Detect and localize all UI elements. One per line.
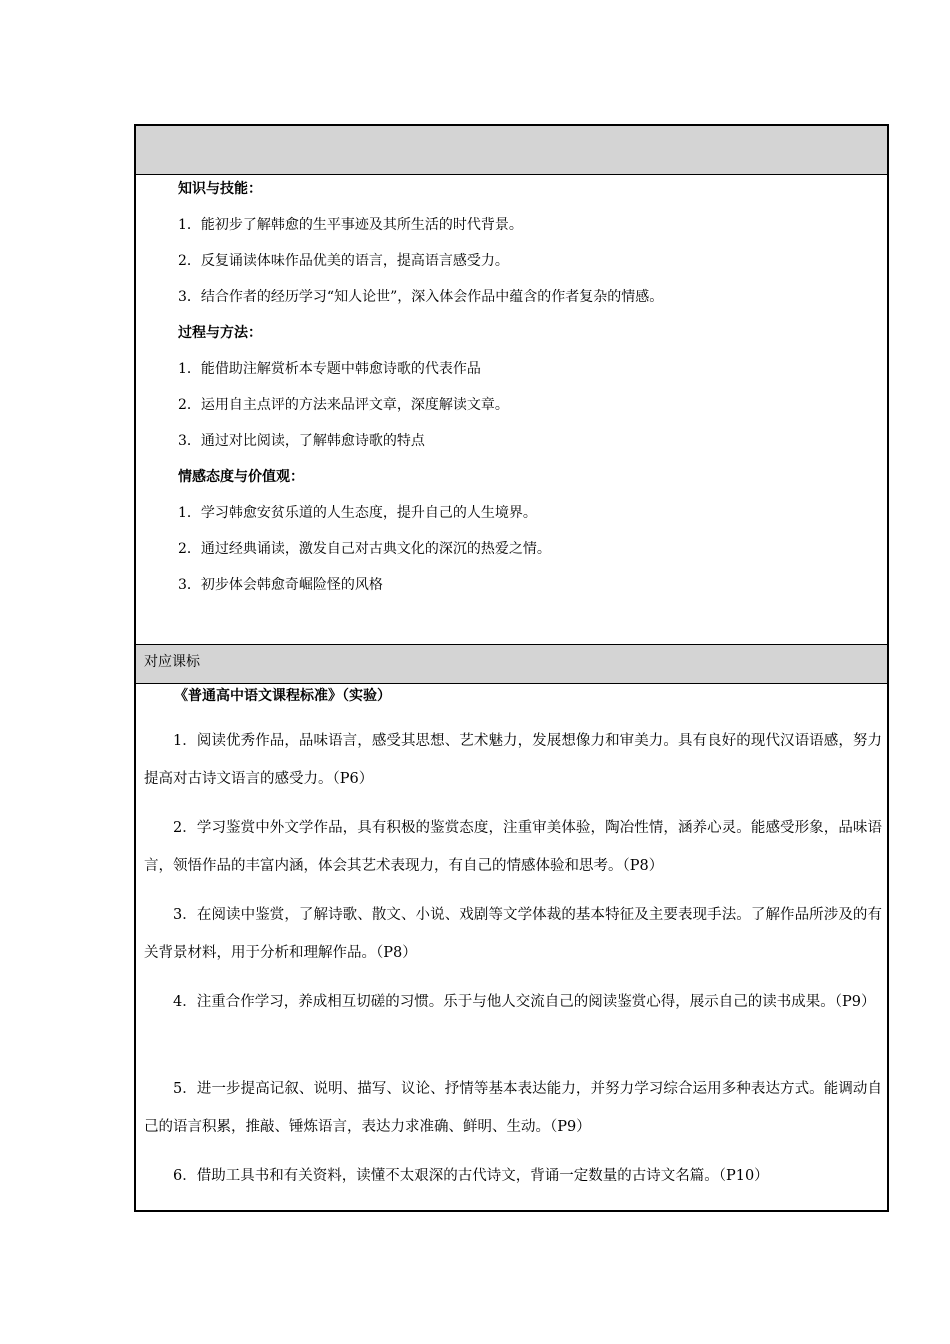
standard-paragraph: 2．学习鉴赏中外文学作品，具有积极的鉴赏态度，注重审美体验，陶冶性情，涵养心灵。能感受形象，品味语言，领悟作品的丰富内涵，体会其艺术表现力，有自己的情感体验和思考。（P8）: [144, 820, 882, 874]
standards-header-label: 对应课标: [144, 654, 200, 670]
standard-paragraph: 3．在阅读中鉴赏，了解诗歌、散文、小说、戏剧等文学体裁的基本特征及主要表现手法。了解作品所涉及的有关背景材料，用于分析和理解作品。（P8）: [144, 907, 882, 961]
objective-item: 3．通过对比阅读，了解韩愈诗歌的特点: [178, 433, 425, 449]
objective-item: 3．结合作者的经历学习“知人论世”，深入体会作品中蕴含的作者复杂的情感。: [178, 289, 664, 305]
objectives-cell: [136, 175, 887, 644]
standards-cell: [136, 684, 887, 1210]
standard-paragraph: 6．借助工具书和有关资料，读懂不太艰深的古代诗文，背诵一定数量的古诗文名篇。（P10）: [173, 1168, 769, 1184]
standard-paragraph: 5．进一步提高记叙、说明、描写、议论、抒情等基本表达能力，并努力学习综合运用多种表达方式。能调动自己的语言积累，推敲、锤炼语言，表达力求准确、鲜明、生动。（P9）: [144, 1081, 882, 1135]
objective-item: 1．能借助注解赏析本专题中韩愈诗歌的代表作品: [178, 361, 481, 377]
standard-paragraph: 4．注重合作学习，养成相互切磋的习惯。乐于与他人交流自己的阅读鉴赏心得，展示自己的读书成果。（P9）: [173, 994, 876, 1010]
objective-item: 1．能初步了解韩愈的生平事迹及其所生活的时代背景。: [178, 217, 523, 233]
objective-item: 2．反复诵读体味作品优美的语言，提高语言感受力。: [178, 253, 509, 269]
section-heading-knowledge: 知识与技能：: [178, 181, 262, 197]
lesson-table: [134, 124, 889, 1212]
objective-item: 3．初步体会韩愈奇崛险怪的风格: [178, 577, 383, 593]
standards-header-band: [136, 644, 887, 684]
section-heading-process: 过程与方法：: [178, 325, 262, 341]
standard-paragraph: 1．阅读优秀作品，品味语言，感受其思想、艺术魅力，发展想像力和审美力。具有良好的现代汉语语感，努力提高对古诗文语言的感受力。（P6）: [144, 733, 882, 787]
objective-item: 2．运用自主点评的方法来品评文章，深度解读文章。: [178, 397, 509, 413]
standards-title: 《普通高中语文课程标准》（实验）: [174, 688, 391, 704]
objective-item: 1．学习韩愈安贫乐道的人生态度，提升自己的人生境界。: [178, 505, 537, 521]
section-heading-attitude: 情感态度与价值观：: [178, 469, 304, 485]
objective-item: 2．通过经典诵读，激发自己对古典文化的深沉的热爱之情。: [178, 541, 551, 557]
objectives-header-band: [136, 126, 887, 175]
